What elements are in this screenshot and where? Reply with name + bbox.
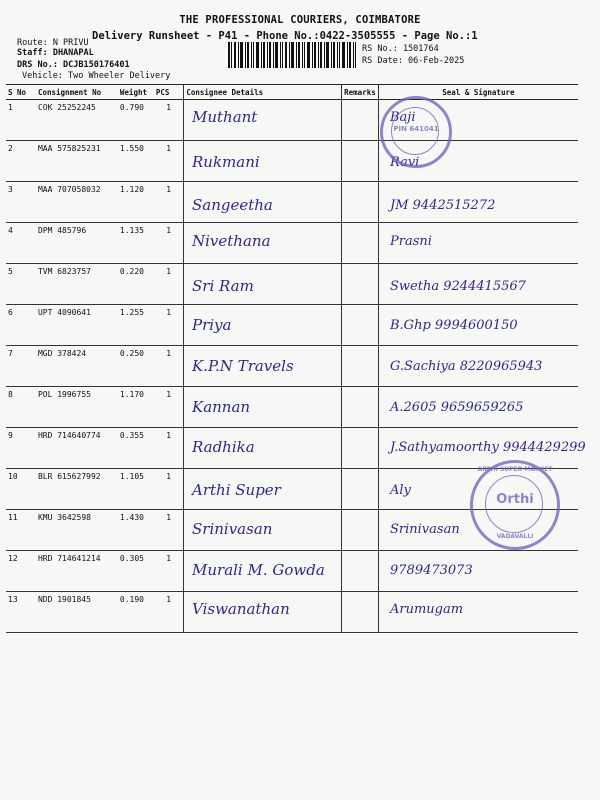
row-consignment-no: COK 25252245 [36, 100, 118, 141]
row-consignment-no: MGD 378424 [36, 346, 118, 387]
receiver-signature: A.2605 9659659265 [390, 399, 524, 415]
row-sno: 11 [6, 510, 36, 551]
row-sno: 6 [6, 305, 36, 346]
row-pcs: 1 [154, 469, 184, 510]
row-remarks-cell[interactable] [342, 551, 379, 592]
document-title: THE PROFESSIONAL COURIERS, COIMBATORE [179, 14, 421, 26]
consignee-handwritten-name: Sangeetha [192, 195, 273, 214]
row-remarks-cell[interactable] [342, 428, 379, 469]
row-remarks-cell[interactable] [342, 510, 379, 551]
row-remarks-cell[interactable] [342, 305, 379, 346]
row-pcs: 1 [154, 346, 184, 387]
receiver-signature: J.Sathyamoorthy 9944429299 [390, 440, 586, 456]
row-weight: 0.190 [118, 592, 154, 633]
receiver-signature: Srinivasan [390, 522, 460, 537]
rs-date: RS Date: 06-Feb-2025 [362, 56, 465, 66]
row-weight: 0.305 [118, 551, 154, 592]
consignee-handwritten-name: Viswanathan [192, 599, 290, 618]
consignee-handwritten-name: Nivethana [192, 232, 271, 251]
row-weight: 0.355 [118, 428, 154, 469]
col-signature-header: Seal & Signature [378, 85, 578, 100]
col-weight-header: Weight [118, 85, 154, 100]
row-remarks-cell[interactable] [342, 182, 379, 223]
row-consignment-no: POL 1996755 [36, 387, 118, 428]
row-sno: 8 [6, 387, 36, 428]
row-pcs: 1 [154, 182, 184, 223]
seal-pin-text: PIN 641041 [393, 125, 439, 133]
row-consignment-no: UPT 4090641 [36, 305, 118, 346]
row-weight: 1.255 [118, 305, 154, 346]
col-pcs-header: PCS [154, 85, 184, 100]
receiver-signature: G.Sachiya 8220965943 [390, 358, 543, 374]
receiver-signature: Swetha 9244415567 [390, 279, 526, 295]
row-pcs: 1 [154, 264, 184, 305]
row-consignment-no: NDD 1901845 [36, 592, 118, 633]
col-remarks-header: Remarks [342, 85, 379, 100]
row-weight: 0.250 [118, 346, 154, 387]
receiver-signature: Aly [390, 483, 411, 499]
row-pcs: 1 [154, 305, 184, 346]
row-sno: 1 [6, 100, 36, 141]
row-weight: 0.790 [118, 100, 154, 141]
stamp-center-text: Orthi [496, 492, 534, 507]
row-sno: 10 [6, 469, 36, 510]
row-pcs: 1 [154, 100, 184, 141]
consignee-handwritten-name: Priya [192, 316, 232, 334]
row-pcs: 1 [154, 551, 184, 592]
row-pcs: 1 [154, 223, 184, 264]
row-consignment-no: HRD 714641214 [36, 551, 118, 592]
row-pcs: 1 [154, 141, 184, 182]
company-seal-stamp [380, 96, 452, 168]
row-sno: 3 [6, 182, 36, 223]
row-weight: 1.135 [118, 223, 154, 264]
consignee-handwritten-name: Kannan [192, 397, 251, 416]
receiver-signature: Prasni [390, 234, 432, 250]
row-consignment-no: KMU 3642598 [36, 510, 118, 551]
row-remarks-cell[interactable] [342, 469, 379, 510]
receiver-signature: B.Ghp 9994600150 [390, 318, 518, 333]
row-pcs: 1 [154, 428, 184, 469]
consignee-handwritten-name: Rukmani [192, 152, 260, 171]
row-remarks-cell[interactable] [342, 223, 379, 264]
row-sno: 9 [6, 428, 36, 469]
runsheet-subtitle: Delivery Runsheet - P41 - Phone No.:0422-3505555 - Page No.:1 [92, 30, 478, 42]
vehicle-label: Vehicle: Two Wheeler Delivery [22, 71, 171, 81]
row-pcs: 1 [154, 387, 184, 428]
row-consignment-no: MAA 575825231 [36, 141, 118, 182]
row-pcs: 1 [154, 592, 184, 633]
col-sno-header: S No [6, 85, 36, 100]
row-sno: 13 [6, 592, 36, 633]
row-weight: 1.550 [118, 141, 154, 182]
consignee-handwritten-name: Murali M. Gowda [192, 560, 325, 579]
route-label: Route: N PRIVU [17, 38, 89, 48]
col-consignee-header: Consignee Details [184, 85, 342, 100]
row-remarks-cell[interactable] [342, 141, 379, 182]
receiver-signature: JM 9442515272 [390, 197, 496, 213]
drs-number: DRS No.: DCJB150176401 [17, 60, 130, 70]
consignee-handwritten-name: Sri Ram [192, 277, 254, 296]
table-header-row [6, 85, 578, 100]
row-remarks-cell[interactable] [342, 346, 379, 387]
table-row [6, 141, 578, 182]
receiver-signature: Ravi [390, 154, 420, 170]
row-consignment-no: HRD 714640774 [36, 428, 118, 469]
arthi-supermarket-stamp [470, 460, 560, 550]
consignee-handwritten-name: Srinivasan [192, 520, 273, 538]
consignee-handwritten-name: Arthi Super [192, 481, 281, 500]
row-weight: 1.105 [118, 469, 154, 510]
row-weight: 0.220 [118, 264, 154, 305]
consignee-handwritten-name: K.P.N Travels [192, 356, 294, 375]
stamp-bottom-text: VADAVALLI [496, 533, 534, 540]
stamp-top-text: ARTHI SUPER MARKET [477, 466, 553, 473]
row-remarks-cell[interactable] [342, 264, 379, 305]
consignee-handwritten-name: Muthant [192, 108, 258, 126]
row-pcs: 1 [154, 510, 184, 551]
row-remarks-cell[interactable] [342, 387, 379, 428]
row-sno: 2 [6, 141, 36, 182]
row-weight: 1.120 [118, 182, 154, 223]
row-remarks-cell[interactable] [342, 592, 379, 633]
row-sno: 4 [6, 223, 36, 264]
row-consignment-no: MAA 707058032 [36, 182, 118, 223]
row-consignment-no: DPM 485796 [36, 223, 118, 264]
rs-number: RS No.: 1501764 [362, 44, 439, 54]
staff-label: Staff: DHANAPAL [17, 48, 94, 58]
col-consignment-header: Consignment No [36, 85, 118, 100]
row-consignment-no: TVM 6823757 [36, 264, 118, 305]
row-sno: 7 [6, 346, 36, 387]
table-row [6, 223, 578, 264]
consignee-handwritten-name: Radhika [192, 438, 255, 457]
row-consignment-no: BLR 615627992 [36, 469, 118, 510]
receiver-signature: Baji [390, 110, 416, 125]
row-remarks-cell[interactable] [342, 100, 379, 141]
receiver-signature: 9789473073 [390, 562, 473, 578]
table-row [6, 100, 578, 141]
row-sno: 5 [6, 264, 36, 305]
barcode-image [228, 42, 356, 68]
row-weight: 1.170 [118, 387, 154, 428]
row-sno: 12 [6, 551, 36, 592]
table-row [6, 592, 578, 633]
row-weight: 1.430 [118, 510, 154, 551]
receiver-signature: Arumugam [390, 601, 464, 617]
